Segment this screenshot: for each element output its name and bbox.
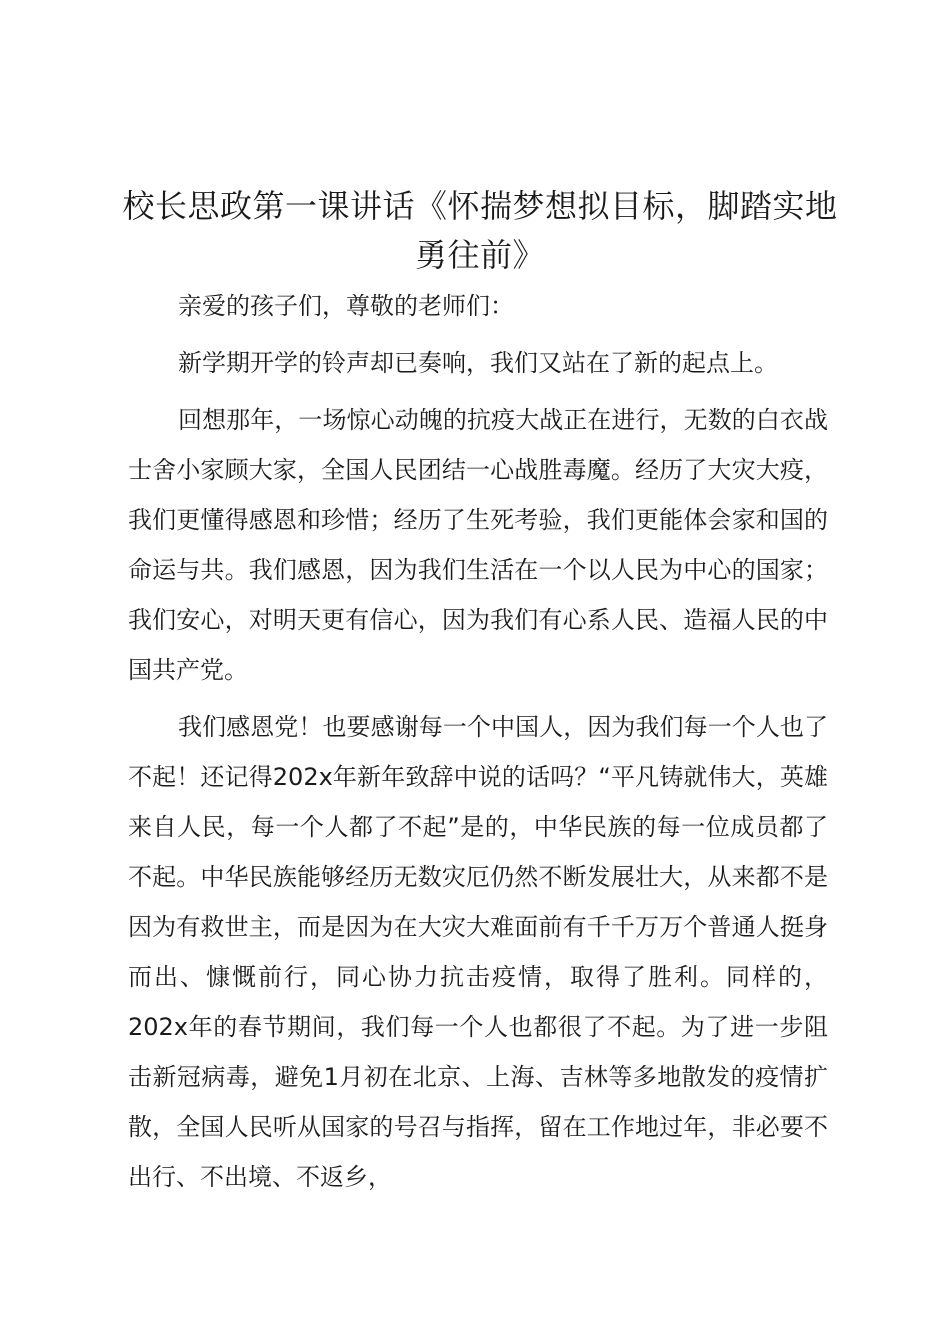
body-paragraph: 新学期开学的铃声却已奏响，我们又站在了新的起点上。 bbox=[178, 349, 778, 377]
body-paragraph: 我们感恩党！也要感谢每一个中国人，因为我们每一个人也了不起！还记得202x年新年致辞中说的话吗？“平凡铸就伟大，英雄来自人民，每一个人都了不起”是的，中华民族的每一位成员都了不起。中华民族能够经历无数灾厄仍然不断发展壮大，从来都不是因为有救世主，而是因为在大灾大难面前有千千万万个普通人挺身而出、慷慨前行，同心协力抗击疫情，取得了胜利。同样的，202x年的春节期间，我们每一个人也都很了不起。为了进一步阻击新冠病毒，避免1月初在北京、上海、吉林等多地散发的疫情扩散，全国人民听从国家的号召与指挥，留在工作地过年，非必要不出行、不出境、不返乡， bbox=[128, 713, 828, 1191]
body-paragraph: 回想那年，一场惊心动魄的抗疫大战正在进行，无数的白衣战士舍小家顾大家，全国人民团结一心战胜毒魔。经历了大灾大疫，我们更懂得感恩和珍惜；经历了生死考验，我们更能体会家和国的命运与共。我们感恩，因为我们生活在一个以人民为中心的国家；我们安心，对明天更有信心，因为我们有心系人民、造福人民的中国共产党。 bbox=[128, 406, 828, 684]
document-body bbox=[128, 281, 828, 1209]
document-title: 校长思政第一课讲话《怀揣梦想拟目标，脚踏实地勇往前》 bbox=[122, 187, 838, 274]
salutation-paragraph: 亲爱的孩子们，尊敬的老师们： bbox=[178, 292, 514, 320]
